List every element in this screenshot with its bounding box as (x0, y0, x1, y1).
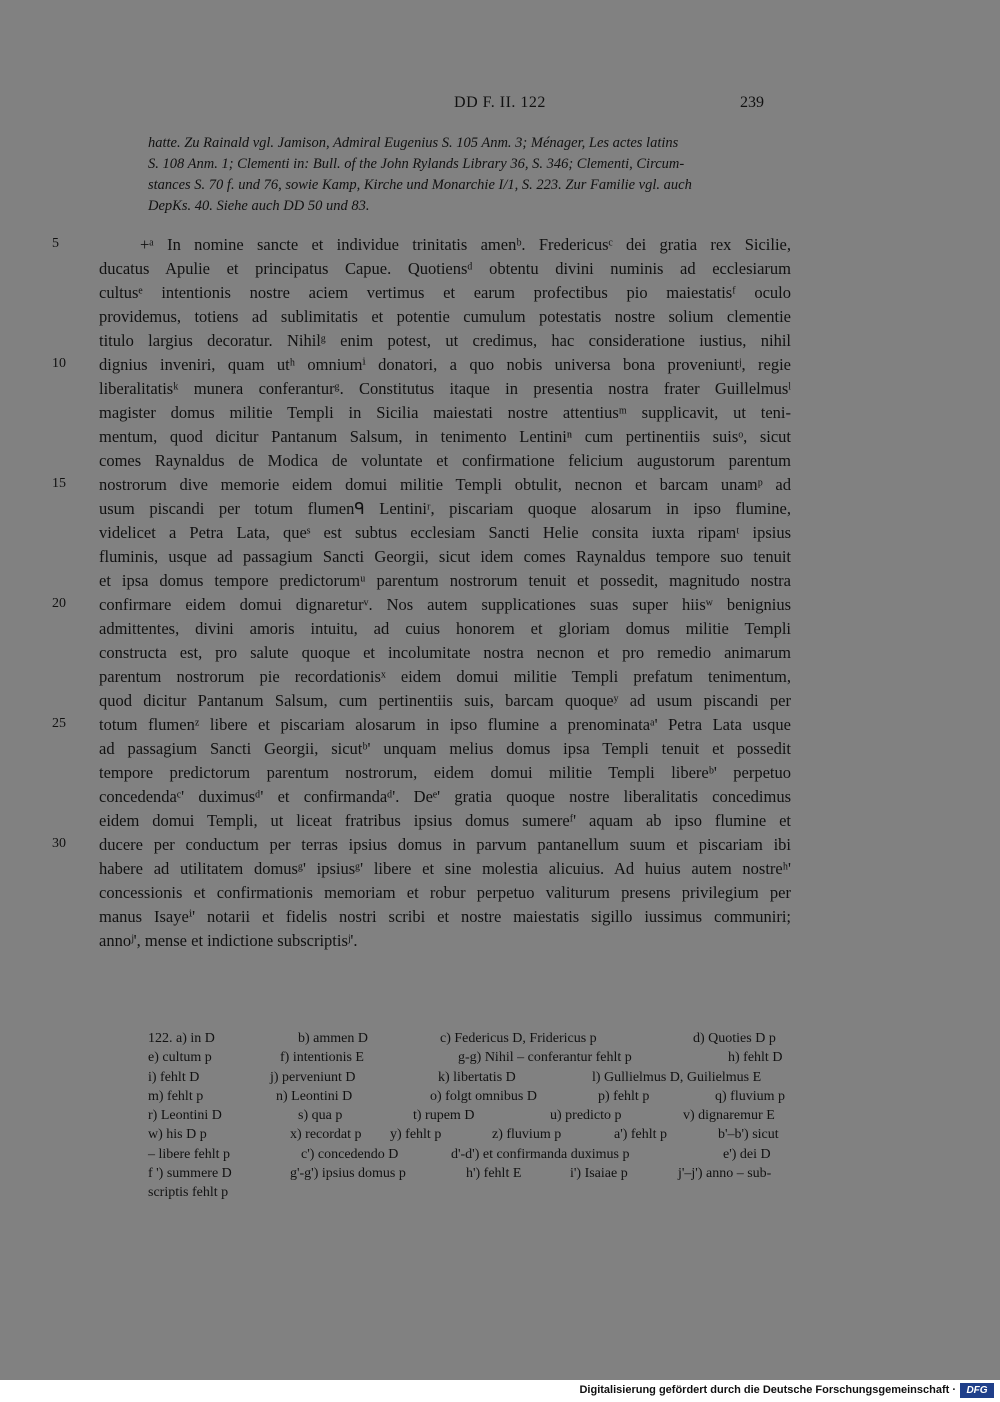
line-text: usum piscandi per totum flumenᑫ Lentiniʳ, piscariam quoque alosarum in ipso flumine, (99, 499, 791, 518)
note-entry: b) ammen D (298, 1031, 368, 1046)
line-text: cultusᵉ intentionis nostre aciem vertimus et earum profectibus pio maiestatisᶠ oculo (99, 283, 791, 302)
text-line (0, 760, 1000, 784)
text-line (0, 856, 1000, 880)
text-line (0, 832, 1000, 856)
line-text: dignius inveniri, quam utʰ omniumⁱ donatori, a quo nobis universa bona proveniuntʲ, regie (99, 355, 791, 374)
note-row (148, 1108, 793, 1127)
note-entry: g'-g') ipsius domus p (290, 1166, 406, 1182)
note-entry: j) perveniunt D (270, 1069, 356, 1085)
note-entry: u) predicto p (550, 1108, 622, 1124)
text-line (0, 664, 1000, 688)
note-entry: t) rupem D (413, 1108, 475, 1124)
text-line (0, 280, 1000, 304)
line-text: mentum, quod dicitur Pantanum Salsum, in tenimento Lentiniⁿ cum pertinentiis suisᵒ, sicut (99, 427, 791, 446)
note-entry: w) his D p (148, 1127, 207, 1143)
note-entry: – libere fehlt p (148, 1146, 231, 1162)
line-text: totum flumenᶻ libere et piscariam alosarum in ipso flumine a prenominataᵃ' Petra Lata usque (99, 715, 791, 734)
note-row (148, 1050, 793, 1069)
line-text: +ᵃ In nomine sancte et individue trinitatis amenᵇ. Fredericusᶜ dei gratia rex Sicilie, (140, 235, 791, 254)
line-text: ducatus Apulie et principatus Capue. Quotiensᵈ obtentu divini numinis ad ecclesiarum (99, 259, 791, 278)
line-number: 10 (52, 356, 66, 371)
line-text: magister domus militie Templi in Sicilia maiestati nostre attentiusᵐ supplicavit, ut teni- (99, 403, 791, 422)
note-entry: i') Isaiae p (570, 1166, 628, 1182)
funding-note: Digitalisierung gefördert durch die Deutsche Forschungsgemeinschaft · (579, 1384, 956, 1396)
text-line (0, 448, 1000, 472)
line-text: et ipsa domus tempore predictorumᵘ parentum nostrorum tenuit et possedit, magnitudo nostra (99, 571, 791, 590)
running-header: DD F. II. 122 (454, 94, 546, 111)
text-line (0, 304, 1000, 328)
text-line (0, 616, 1000, 640)
text-line (0, 880, 1000, 904)
dfg-logo: DFG (960, 1383, 994, 1398)
note-row (148, 1166, 793, 1185)
text-line (0, 496, 1000, 520)
text-line (0, 904, 1000, 928)
line-number: 15 (52, 476, 66, 491)
text-line (0, 424, 1000, 448)
line-text: fluminis, usque ad passagium Sancti Georgii, sicut idem comes Raynaldus tempore suo tenuit (99, 547, 791, 566)
intro-line: S. 108 Anm. 1; Clementi in: Bull. of the John Rylands Library 36, S. 346; Clementi, Circum- (148, 156, 685, 172)
line-number: 20 (52, 596, 66, 611)
note-row (148, 1031, 793, 1050)
note-row (148, 1127, 793, 1146)
intro-line: hatte. Zu Rainald vgl. Jamison, Admiral Eugenius S. 105 Anm. 3; Ménager, Les actes latins (148, 135, 679, 151)
text-line (0, 376, 1000, 400)
line-text: ducere per conductum per terras ipsius domus in parvum pantanellum suum et piscariam ibi (99, 835, 791, 854)
text-line (0, 520, 1000, 544)
note-entry: f) intentionis E (280, 1050, 364, 1066)
line-text: ad passagium Sancti Georgii, sicutᵇ' unquam melius domus ipsa Templi tenuit et possedit (99, 739, 791, 758)
note-entry: d) Quoties D p (693, 1031, 776, 1046)
text-line (0, 328, 1000, 352)
text-line (0, 736, 1000, 760)
text-line (0, 400, 1000, 424)
note-entry: scriptis fehlt p (148, 1185, 229, 1201)
line-text: concessionis et confirmationis memoriam et robur perpetuo valiturum presens privilegium per (99, 883, 791, 902)
note-entry: k) libertatis D (438, 1069, 516, 1085)
line-text: concedendaᶜ' duximusᵈ' et confirmandaᵈ'. Deᵉ' gratia quoque nostre liberalitatis concedimus (99, 787, 791, 806)
line-text: nostrorum dive memorie eidem domui militie Templi obtulit, necnon et barcam unamᵖ ad (99, 475, 791, 494)
text-line (0, 808, 1000, 832)
line-number: 30 (52, 836, 66, 851)
critical-apparatus (148, 1031, 793, 1205)
note-entry: c) Federicus D, Fridericus p (440, 1031, 597, 1046)
note-row (148, 1185, 793, 1204)
text-line (0, 472, 1000, 496)
note-entry: b'–b') sicut (718, 1127, 779, 1143)
text-line (0, 688, 1000, 712)
note-entry: i) fehlt D (148, 1069, 200, 1085)
note-entry: m) fehlt p (148, 1088, 204, 1104)
footer-bar (0, 1380, 1000, 1402)
text-line (0, 544, 1000, 568)
note-row (148, 1147, 793, 1166)
note-entry: y) fehlt p (390, 1127, 442, 1143)
note-entry: h') fehlt E (466, 1166, 522, 1182)
text-line (0, 256, 1000, 280)
note-entry: r) Leontini D (148, 1108, 222, 1124)
note-entry: g-g) Nihil – conferantur fehlt p (458, 1050, 632, 1066)
line-text: constructa est, pro salute quoque et incolumitate nostra necnon et pro remedio animarum (99, 643, 791, 662)
note-entry: e') dei D (723, 1146, 771, 1162)
line-text: titulo largius decoratur. Nihilᵍ enim potest, ut credimus, hac consideratione iustius, nihil (99, 331, 791, 350)
note-entry: c') concedendo D (301, 1146, 399, 1162)
text-line (0, 568, 1000, 592)
line-text: annoʲ', mense et indictione subscriptisʲ'. (99, 931, 358, 950)
text-line (0, 352, 1000, 376)
line-text: habere ad utilitatem domusᵍ' ipsiusᵍ' libere et sine molestia alicuius. Ad huius autem nostreʰ' (99, 859, 791, 878)
note-entry: 122. a) in D (148, 1031, 215, 1046)
line-number: 25 (52, 716, 66, 731)
line-number: 5 (52, 236, 59, 251)
note-entry: s) qua p (298, 1108, 343, 1124)
note-entry: l) Gullielmus D, Guilielmus E (592, 1069, 762, 1085)
intro-line: stances S. 70 f. und 76, sowie Kamp, Kirche und Monarchie I/1, S. 223. Zur Familie vgl. auch (148, 177, 692, 193)
page-number: 239 (740, 94, 764, 111)
intro-commentary (148, 133, 790, 217)
line-text: videlicet a Petra Lata, queˢ est subtus ecclesiam Sancti Helie consita iuxta ripamᵗ ipsius (99, 523, 791, 542)
note-entry: h) fehlt D (728, 1050, 783, 1066)
text-line (0, 712, 1000, 736)
note-entry: q) fluvium p (715, 1088, 785, 1104)
note-entry: f ') summere D (148, 1166, 232, 1182)
text-line (0, 640, 1000, 664)
charter-text (0, 232, 1000, 952)
line-text: liberalitatisᵏ munera conferanturᵍ. Constitutus itaque in presentia nostra frater Guillelmusˡ (99, 379, 791, 398)
note-row (148, 1089, 793, 1108)
note-entry: d'-d') et confirmanda duximus p (451, 1146, 630, 1162)
note-entry: z) fluvium p (492, 1127, 562, 1143)
note-entry: v) dignaremur E (683, 1108, 775, 1124)
line-text: parentum nostrorum pie recordationisˣ eidem domui militie Templi prefatum tenimentum, (99, 667, 791, 686)
note-entry: e) cultum p (148, 1050, 212, 1066)
line-text: manus Isayeⁱ' notarii et fidelis nostri scribi et nostre maiestatis sigillo iussimus communiri; (99, 907, 791, 926)
line-text: admittentes, divini amoris intuitu, ad cuius honorem et gloriam domus militie Templi (99, 619, 791, 638)
note-row (148, 1070, 793, 1089)
note-entry: j'–j') anno – sub- (678, 1166, 772, 1182)
line-text: quod dicitur Pantanum Salsum, cum pertinentiis suis, barcam quoqueʸ ad usum piscandi per (99, 691, 791, 710)
line-text: providemus, totiens ad sublimitatis et potentie cumulum potestatis nostre solium clementie (99, 307, 791, 326)
note-entry: a') fehlt p (614, 1127, 668, 1143)
text-line (0, 232, 1000, 256)
line-text: confirmare eidem domui dignareturᵛ. Nos autem supplicationes suas super hiisʷ benignius (99, 595, 791, 614)
intro-line: DepKs. 40. Siehe auch DD 50 und 83. (148, 198, 370, 214)
line-text: tempore predictorum parentum nostrorum, eidem domui militie Templi libereᵇ' perpetuo (99, 763, 791, 782)
line-text: comes Raynaldus de Modica de voluntate et confirmatione felicium augustorum parentum (99, 451, 791, 470)
text-line (0, 784, 1000, 808)
note-entry: p) fehlt p (598, 1088, 650, 1104)
text-line (0, 928, 1000, 952)
note-entry: o) folgt omnibus D (430, 1088, 537, 1104)
note-entry: n) Leontini D (276, 1088, 353, 1104)
line-text: eidem domui Templi, ut liceat fratribus ipsius domus sumereᶠ' aquam ab ipso flumine et (99, 811, 791, 830)
note-entry: x) recordat p (290, 1127, 362, 1143)
text-line (0, 592, 1000, 616)
